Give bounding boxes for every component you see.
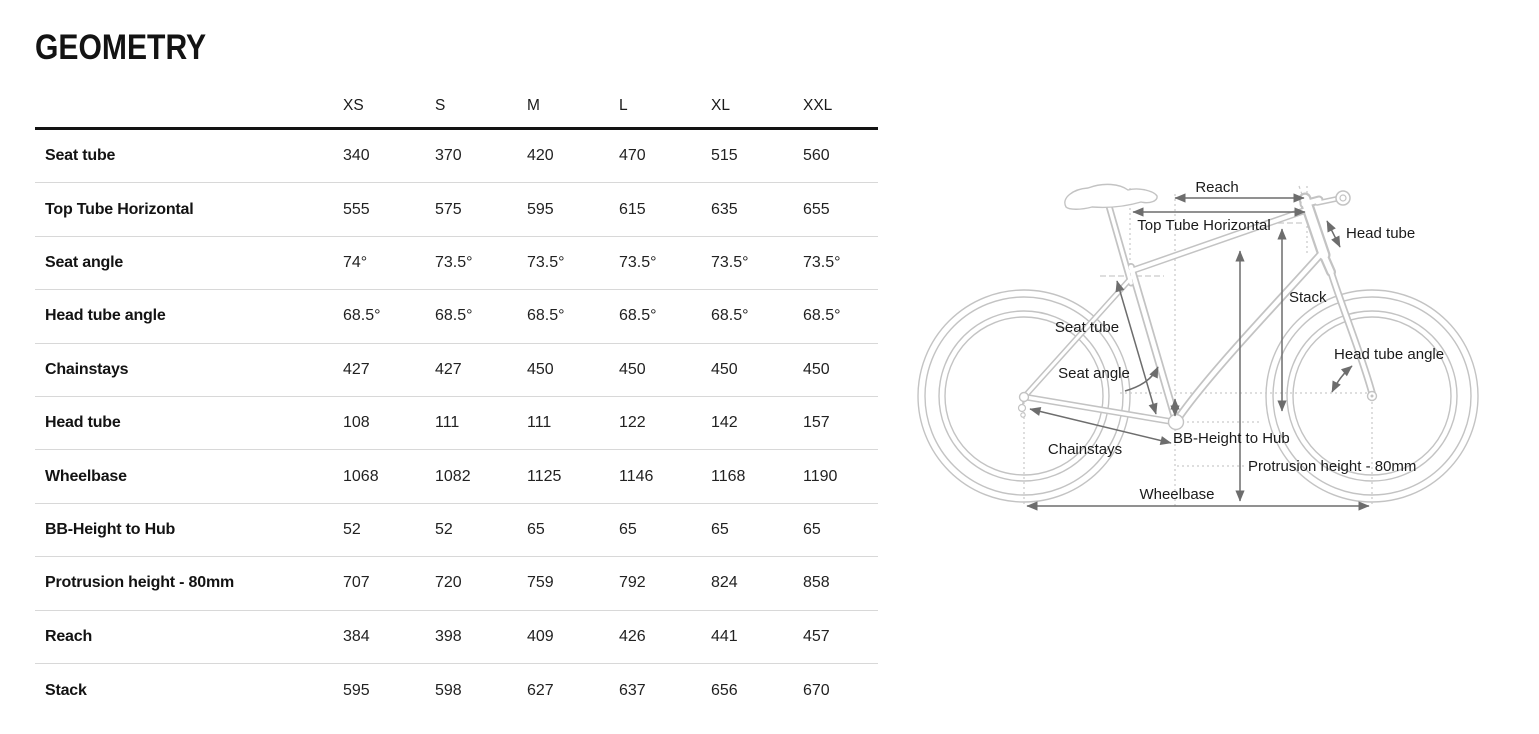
geometry-cell: 398 [435,627,462,645]
label-head-tube: Head tube [1346,225,1416,242]
geometry-cell: 670 [803,681,830,699]
label-chainstays: Chainstays [1047,441,1123,458]
geometry-cell: 450 [711,360,738,378]
geometry-cell: 470 [619,147,646,165]
table-header-row [35,85,878,130]
geometry-cell: 52 [343,520,361,538]
column-header-l: L [619,97,628,114]
geometry-cell: 635 [711,200,738,218]
geometry-cell: 1146 [619,467,654,485]
row-label: Top Tube Horizontal [45,200,194,218]
geometry-cell: 73.5° [619,253,657,271]
row-label: Stack [45,681,87,699]
geometry-cell: 441 [711,627,738,645]
rear-hub [1019,393,1029,418]
row-label: Seat tube [45,147,116,165]
geometry-cell: 73.5° [435,253,473,271]
column-header-s: S [435,97,446,114]
table-row [35,130,878,183]
geometry-cell: 73.5° [803,253,841,271]
table-row [35,183,878,236]
geometry-cell: 1082 [435,467,471,485]
row-label: Protrusion height - 80mm [45,574,234,592]
geometry-cell: 111 [527,414,552,432]
geometry-cell: 340 [343,147,370,165]
label-seat-tube: Seat tube [1054,319,1120,336]
geometry-cell: 759 [527,574,554,592]
label-head-tube-angle: Head tube angle [1334,346,1445,363]
geometry-cell: 1190 [803,467,838,485]
table-row [35,664,878,717]
geometry-cell: 409 [527,627,554,645]
geometry-cell: 560 [803,147,830,165]
geometry-cell: 426 [619,627,646,645]
geometry-cell: 655 [803,200,830,218]
label-stack: Stack [1289,289,1327,306]
row-label: Head tube [45,414,121,432]
geometry-cell: 555 [343,200,370,218]
geometry-cell: 65 [711,520,729,538]
geometry-cell: 68.5° [803,307,841,325]
geometry-cell: 157 [803,414,830,432]
table-row [35,611,878,664]
bike-geometry-diagram [910,150,1539,570]
geometry-cell: 615 [619,200,646,218]
geometry-cell: 595 [527,200,554,218]
label-bb-height: BB-Height to Hub [1173,430,1290,447]
bottom-bracket [1169,415,1184,430]
label-protrusion: Protrusion height - 80mm [1248,458,1417,475]
row-label: Head tube angle [45,307,166,325]
row-label: Reach [45,627,93,645]
column-header-xxl: XXL [803,97,833,114]
geometry-cell: 1068 [343,467,379,485]
geometry-cell: 450 [803,360,830,378]
geometry-cell: 74° [343,253,368,271]
geometry-cell: 65 [527,520,545,538]
table-row [35,290,878,343]
geometry-cell: 450 [527,360,554,378]
geometry-cell: 1168 [711,467,746,485]
geometry-cell: 68.5° [435,307,473,325]
head-tube-angle-arc [1332,366,1352,392]
row-label: Wheelbase [45,467,127,485]
row-label: Chainstays [45,360,129,378]
geometry-cell: 427 [435,360,462,378]
geometry-cell: 1125 [527,467,562,485]
column-header-xs: XS [343,97,364,114]
geometry-cell: 68.5° [711,307,749,325]
geometry-cell: 824 [711,574,738,592]
geometry-cell: 656 [711,681,738,699]
geometry-cell: 707 [343,574,370,592]
handlebar-grip [1336,191,1350,205]
geometry-cell: 420 [527,147,554,165]
geometry-cell: 370 [435,147,462,165]
label-seat-angle: Seat angle [1058,365,1130,382]
geometry-cell: 384 [343,627,370,645]
geometry-cell: 450 [619,360,646,378]
row-label: Seat angle [45,253,124,271]
geometry-cell: 595 [343,681,370,699]
geometry-cell: 598 [435,681,462,699]
geometry-cell: 65 [803,520,821,538]
label-wheelbase: Wheelbase [1139,486,1215,503]
front-hub [1368,392,1377,401]
geometry-cell: 637 [619,681,646,699]
geometry-cell: 108 [343,414,370,432]
geometry-cell: 68.5° [343,307,381,325]
label-reach: Reach [1195,179,1239,196]
geometry-table [35,85,878,717]
geometry-cell: 515 [711,147,738,165]
column-header-m: M [527,97,540,114]
geometry-cell: 792 [619,574,646,592]
geometry-cell: 73.5° [711,253,749,271]
page-title: GEOMETRY [35,28,207,67]
geometry-cell: 65 [619,520,637,538]
table-row [35,237,878,290]
geometry-cell: 142 [711,414,738,432]
row-label: BB-Height to Hub [45,520,176,538]
label-top-tube: Top Tube Horizontal [1137,217,1271,234]
table-row [35,344,878,397]
geometry-cell: 122 [619,414,646,432]
geometry-cell: 68.5° [619,307,657,325]
geometry-cell: 111 [435,414,460,432]
table-row [35,397,878,450]
column-header-xl: XL [711,97,730,114]
geometry-cell: 427 [343,360,370,378]
saddle [1065,184,1157,209]
table-row [35,557,878,610]
geometry-cell: 575 [435,200,462,218]
geometry-cell: 627 [527,681,554,699]
table-row [35,504,878,557]
geometry-cell: 457 [803,627,830,645]
geometry-cell: 52 [435,520,453,538]
geometry-cell: 858 [803,574,830,592]
geometry-cell: 720 [435,574,462,592]
geometry-cell: 73.5° [527,253,565,271]
geometry-cell: 68.5° [527,307,565,325]
head-tube-arrow [1327,221,1340,247]
table-row [35,450,878,503]
